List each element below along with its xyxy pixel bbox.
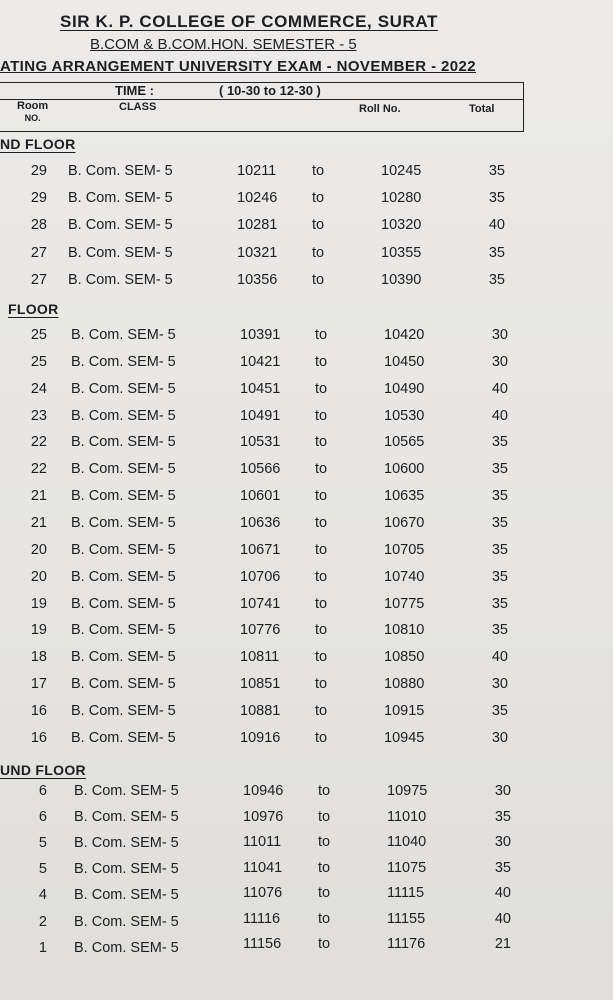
roll-to-word: to	[315, 702, 328, 719]
roll-to: 10850	[384, 649, 425, 666]
table-row	[0, 596, 613, 618]
table-row	[0, 190, 613, 212]
room-number: 16	[30, 702, 47, 719]
roll-to: 10705	[384, 541, 425, 558]
roll-to-word: to	[315, 676, 328, 693]
total-count: 30	[491, 676, 508, 693]
roll-from: 11116	[243, 910, 281, 927]
roll-to-word: to	[318, 910, 331, 927]
table-row	[0, 272, 613, 294]
room-number: 19	[30, 622, 47, 639]
floor-heading: FLOOR	[8, 301, 59, 317]
total-count: 35	[491, 622, 508, 639]
room-number: 20	[30, 541, 47, 558]
class-name: B. Com. SEM- 5	[74, 783, 179, 799]
table-row	[0, 730, 613, 752]
room-number: 29	[30, 190, 47, 207]
class-name: B. Com. SEM- 5	[71, 488, 176, 505]
room-number: 1	[38, 939, 47, 956]
table-row	[0, 354, 613, 376]
roll-from: 10246	[237, 190, 278, 207]
room-number: 27	[30, 244, 47, 261]
class-name: B. Com. SEM- 5	[68, 163, 173, 179]
class-name: B. Com. SEM- 5	[71, 380, 176, 397]
room-number: 2	[38, 913, 47, 930]
table-row	[0, 835, 613, 857]
roll-to-word: to	[315, 434, 328, 451]
roll-from: 10946	[243, 783, 284, 799]
room-no-label: NO.	[24, 113, 41, 123]
roll-from: 10881	[240, 702, 281, 719]
class-column-header: CLASS	[119, 101, 157, 113]
room-number: 28	[30, 217, 47, 234]
roll-to-word: to	[318, 834, 331, 850]
total-count: 30	[494, 834, 511, 850]
roll-to: 10635	[384, 488, 425, 505]
class-name: B. Com. SEM- 5	[71, 327, 176, 343]
class-name: B. Com. SEM- 5	[71, 541, 176, 558]
roll-to-word: to	[315, 622, 328, 639]
roll-to: 10280	[381, 190, 422, 207]
class-name: B. Com. SEM- 5	[71, 676, 176, 693]
roll-to: 11010	[387, 808, 427, 825]
room-number: 18	[30, 649, 47, 666]
table-row	[0, 163, 613, 185]
table-row	[0, 622, 613, 644]
class-name: B. Com. SEM- 5	[71, 729, 176, 746]
roll-to: 11075	[387, 859, 427, 876]
room-number: 24	[30, 380, 47, 397]
class-name: B. Com. SEM- 5	[68, 244, 173, 261]
room-number: 29	[30, 163, 47, 179]
table-row	[0, 887, 613, 909]
total-count: 40	[494, 910, 511, 927]
roll-to-word: to	[315, 380, 328, 397]
time-range: ( 10-30 to 12-30 )	[219, 83, 321, 98]
roll-from: 11076	[243, 885, 283, 901]
roll-to: 10320	[381, 217, 422, 234]
table-row	[0, 936, 613, 962]
roll-to-word: to	[315, 729, 328, 746]
roll-to-word: to	[312, 190, 325, 207]
table-row	[0, 217, 613, 239]
roll-to-word: to	[318, 808, 331, 825]
class-name: B. Com. SEM- 5	[74, 809, 179, 826]
total-count: 35	[494, 859, 511, 876]
class-name: B. Com. SEM- 5	[71, 649, 176, 666]
total-count: 40	[494, 885, 511, 901]
roll-to-word: to	[312, 244, 325, 261]
roll-to: 10450	[384, 353, 425, 370]
roll-to: 10740	[384, 568, 425, 585]
class-name: B. Com. SEM- 5	[74, 835, 179, 852]
roll-column-header: Roll No.	[359, 103, 401, 115]
class-name: B. Com. SEM- 5	[74, 939, 179, 956]
roll-from: 10776	[240, 622, 281, 639]
room-number: 19	[30, 595, 47, 612]
roll-to-word: to	[315, 568, 328, 585]
total-count: 30	[494, 783, 511, 799]
class-name: B. Com. SEM- 5	[71, 434, 176, 451]
table-row	[0, 461, 613, 483]
table-row	[0, 703, 613, 725]
roll-from: 11011	[243, 834, 282, 850]
roll-from: 11156	[243, 936, 282, 952]
roll-from: 10601	[240, 488, 281, 505]
roll-from: 10811	[240, 649, 280, 666]
table-row	[0, 569, 613, 591]
class-name: B. Com. SEM- 5	[71, 568, 176, 585]
table-row	[0, 245, 613, 267]
room-number: 16	[30, 729, 47, 746]
class-name: B. Com. SEM- 5	[71, 622, 176, 639]
total-count: 35	[488, 163, 505, 179]
roll-from: 10636	[240, 514, 281, 531]
roll-from: 11041	[243, 859, 283, 876]
roll-to: 10915	[384, 702, 425, 719]
roll-to-word: to	[315, 541, 328, 558]
class-name: B. Com. SEM- 5	[68, 271, 173, 288]
class-name: B. Com. SEM- 5	[71, 595, 176, 612]
total-count: 35	[491, 488, 508, 505]
roll-to-word: to	[318, 885, 331, 901]
roll-from: 10321	[237, 244, 278, 261]
room-number: 5	[38, 835, 47, 852]
table-row	[0, 676, 613, 698]
total-count: 30	[491, 353, 508, 370]
table-row	[0, 910, 613, 936]
total-count: 35	[488, 244, 505, 261]
table-row	[0, 515, 613, 537]
table-row	[0, 408, 613, 430]
roll-to: 10975	[387, 783, 428, 799]
total-count: 35	[491, 434, 508, 451]
roll-to: 10810	[384, 622, 425, 639]
room-number: 25	[30, 327, 47, 343]
total-count: 40	[491, 649, 508, 666]
roll-to: 11115	[387, 885, 425, 901]
header-divider	[0, 99, 523, 100]
roll-to-word: to	[318, 859, 331, 876]
total-count: 35	[491, 514, 508, 531]
roll-from: 10916	[240, 729, 281, 746]
table-row	[0, 381, 613, 403]
room-label: Room	[17, 100, 49, 112]
total-count: 35	[494, 808, 511, 825]
roll-from: 10281	[237, 217, 278, 234]
roll-to: 10530	[384, 407, 425, 424]
roll-from: 10851	[240, 676, 281, 693]
class-name: B. Com. SEM- 5	[74, 887, 179, 904]
class-name: B. Com. SEM- 5	[71, 353, 176, 370]
roll-to-word: to	[315, 595, 328, 612]
class-name: B. Com. SEM- 5	[74, 861, 179, 878]
roll-to: 10490	[384, 380, 425, 397]
roll-to: 10355	[381, 244, 422, 261]
roll-from: 10491	[240, 407, 281, 424]
total-column-header: Total	[469, 103, 495, 115]
roll-from: 10451	[240, 380, 281, 397]
table-row	[0, 783, 613, 805]
total-count: 40	[488, 217, 505, 234]
total-count: 30	[491, 327, 508, 343]
roll-to-word: to	[318, 783, 331, 799]
class-name: B. Com. SEM- 5	[74, 913, 179, 930]
roll-to: 11176	[387, 936, 426, 952]
arrangement-heading: ATING ARRANGEMENT UNIVERSITY EXAM - NOVEMBER - 2022	[0, 58, 477, 75]
roll-to-word: to	[315, 514, 328, 531]
roll-from: 10211	[237, 163, 277, 179]
roll-from: 10566	[240, 461, 281, 478]
roll-from: 10531	[240, 434, 281, 451]
class-name: B. Com. SEM- 5	[68, 217, 173, 234]
table-header	[0, 82, 524, 132]
room-number: 4	[38, 887, 47, 904]
room-number: 22	[30, 461, 47, 478]
room-number: 17	[30, 676, 47, 693]
roll-from: 10741	[240, 595, 281, 612]
class-name: B. Com. SEM- 5	[68, 190, 173, 207]
table-row	[0, 327, 613, 349]
class-name: B. Com. SEM- 5	[71, 702, 176, 719]
room-number: 6	[38, 783, 47, 799]
room-number: 21	[30, 488, 47, 505]
roll-to-word: to	[315, 488, 328, 505]
total-count: 35	[491, 541, 508, 558]
table-row	[0, 542, 613, 564]
time-label: TIME :	[115, 83, 154, 98]
class-name: B. Com. SEM- 5	[71, 407, 176, 424]
room-number: 25	[30, 353, 47, 370]
table-row	[0, 809, 613, 831]
table-row	[0, 434, 613, 456]
roll-to-word: to	[312, 217, 325, 234]
room-number: 20	[30, 568, 47, 585]
room-number: 27	[30, 271, 47, 288]
table-row	[0, 861, 613, 883]
room-number: 6	[38, 809, 47, 826]
floor-heading: ND FLOOR	[0, 136, 76, 152]
roll-to-word: to	[312, 271, 325, 288]
room-number: 21	[30, 514, 47, 531]
total-count: 21	[494, 936, 511, 952]
total-count: 35	[491, 595, 508, 612]
roll-from: 10671	[240, 541, 281, 558]
total-count: 35	[488, 190, 505, 207]
roll-from: 10706	[240, 568, 281, 585]
roll-to: 11040	[387, 834, 427, 850]
roll-from: 10391	[240, 327, 281, 343]
roll-to: 10880	[384, 676, 425, 693]
roll-from: 10976	[243, 808, 284, 825]
roll-to: 10245	[381, 163, 422, 179]
class-name: B. Com. SEM- 5	[71, 461, 176, 478]
class-name: B. Com. SEM- 5	[71, 514, 176, 531]
total-count: 40	[491, 380, 508, 397]
roll-to: 10600	[384, 461, 425, 478]
floor-heading: UND FLOOR	[0, 762, 86, 778]
roll-to-word: to	[315, 407, 328, 424]
table-row	[0, 649, 613, 671]
roll-to-word: to	[315, 327, 328, 343]
roll-to: 11155	[387, 910, 426, 927]
college-title: SIR K. P. COLLEGE OF COMMERCE, SURAT	[60, 12, 438, 31]
roll-to-word: to	[312, 163, 325, 179]
total-count: 40	[491, 407, 508, 424]
course-subtitle: B.COM & B.COM.HON. SEMESTER - 5	[90, 36, 357, 53]
roll-to-word: to	[315, 461, 328, 478]
roll-to: 10670	[384, 514, 425, 531]
total-count: 30	[491, 729, 508, 746]
roll-from: 10421	[240, 353, 281, 370]
roll-from: 10356	[237, 271, 278, 288]
roll-to: 10775	[384, 595, 425, 612]
roll-to-word: to	[315, 649, 328, 666]
roll-to-word: to	[315, 353, 328, 370]
table-row	[0, 488, 613, 510]
roll-to: 10565	[384, 434, 425, 451]
total-count: 35	[491, 568, 508, 585]
room-number: 22	[30, 434, 47, 451]
room-number: 23	[30, 407, 47, 424]
total-count: 35	[488, 271, 505, 288]
room-column-header	[17, 100, 48, 124]
total-count: 35	[491, 702, 508, 719]
roll-to: 10420	[384, 327, 425, 343]
roll-to: 10390	[381, 271, 422, 288]
total-count: 35	[491, 461, 508, 478]
roll-to: 10945	[384, 729, 425, 746]
room-number: 5	[38, 861, 47, 878]
roll-to-word: to	[318, 936, 331, 952]
